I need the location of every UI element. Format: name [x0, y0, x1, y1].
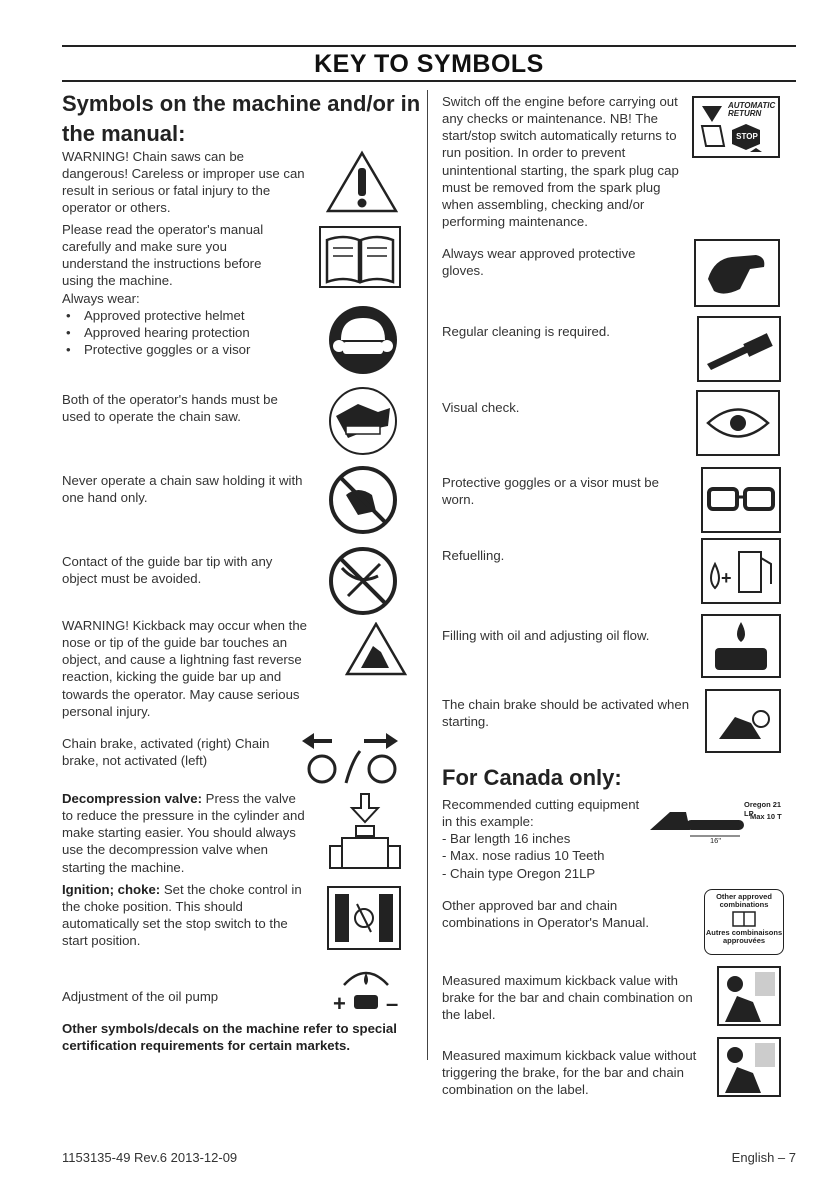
read-manual-paragraph: Please read the operator's manual carefully and make sure you understand the instructions before using the machine.: [62, 222, 264, 289]
other-symbols-note: Other symbols/decals on the machine refer to special certification requirements for certain markets.: [62, 1021, 397, 1054]
oregon-label: Oregon 21 LP: [744, 800, 782, 818]
auto-return-label: AUTOMATIC RETURN: [728, 101, 776, 118]
one-hand-prohibited-icon: [328, 465, 398, 535]
always-wear-label: Always wear:: [62, 291, 140, 306]
other-approved-paragraph: Other approved bar and chain combinations in Operator's Manual.: [442, 898, 650, 931]
always-wear-block: [62, 290, 312, 359]
oil-pump-adjust-icon: [330, 965, 402, 1015]
kickback-without-brake-icon: [717, 1037, 781, 1097]
oil-fill-paragraph: Filling with oil and adjusting oil flow.: [442, 628, 650, 643]
svg-text:+: +: [721, 568, 732, 588]
cleaning-paragraph: Regular cleaning is required.: [442, 324, 610, 339]
warning-paragraph: WARNING! Chain saws can be dangerous! Careless or improper use can result in serious or fatal injury to the operator or others.: [62, 149, 305, 216]
max-teeth-label: Max 10 T: [750, 812, 782, 821]
goggles-paragraph: Protective goggles or a visor must be worn.: [442, 475, 659, 508]
recommended-item: - Bar length 16 inches: [442, 831, 571, 847]
recommended-item: - Max. nose radius 10 Teeth: [442, 848, 605, 864]
section-heading: Symbols on the machine and/or in the manual:: [62, 91, 421, 146]
top-rule: [62, 45, 796, 47]
ignition-choke-text: Set the choke control in the choke position. This should automatically set the stop switch to the start position.: [62, 882, 302, 949]
document-id: 1153135-49 Rev.6 2013-12-09: [62, 1150, 238, 1165]
recommended-text: Recommended cutting equipment in this example:: [442, 797, 640, 830]
both-hands-paragraph: Both of the operator's hands must be used to operate the chain saw.: [62, 392, 278, 425]
stop-label: STOP: [736, 132, 758, 141]
kickback-warning-icon: [345, 622, 407, 676]
manual-book-icon: [319, 226, 401, 288]
chain-brake-paragraph: Chain brake, activated (right) Chain brake, not activated (left): [62, 736, 270, 769]
one-hand-paragraph: Never operate a chain saw holding it with one hand only.: [62, 473, 303, 506]
kickback-warning-paragraph: WARNING! Kickback may occur when the nose or tip of the guide bar touches an object, and cause a lightning fast reverse reaction, kicking the guide bar up and towards the operator. May cause serious personal injury.: [62, 618, 308, 719]
page-number: English – 7: [731, 1150, 796, 1165]
visual-check-paragraph: Visual check.: [442, 400, 520, 415]
oil-fill-icon: [701, 614, 781, 678]
book-icon: [732, 911, 756, 927]
title-rule: [62, 80, 796, 82]
switch-off-text: Switch off the engine before carrying out any checks or maintenance. NB! The start/stop switch automatically returns to run position. In order to prevent unintentional starting, the spark plug cap must be removed from the spark plug when assembling, checking and/or performing maintenance.: [442, 94, 679, 230]
svg-text:–: –: [386, 991, 399, 1015]
bar-length-label: 16": [710, 836, 722, 845]
decompression-valve-icon: [328, 790, 402, 870]
list-item: • Protective goggles or a visor: [62, 341, 312, 358]
kickback-with-brake-paragraph: Measured maximum kickback value with brake for the bar and chain combination on the label.: [442, 973, 693, 1023]
canada-heading: For Canada only:: [442, 765, 622, 790]
guide-bar-contact-prohibited-icon: [328, 546, 398, 616]
switch-off-paragraph-top: [442, 93, 692, 230]
auto-return-stop-icon: [692, 96, 780, 158]
decompression-label: Decompression valve:: [62, 791, 202, 806]
refuelling-paragraph: Refuelling.: [442, 548, 505, 563]
always-wear-list: [62, 307, 312, 358]
kickback-with-brake-icon: [717, 966, 781, 1026]
brake-start-paragraph: The chain brake should be activated when starting.: [442, 697, 690, 730]
cleaning-brush-icon: [697, 316, 781, 382]
recommended-paragraph: [442, 796, 642, 882]
recommended-item: - Chain type Oregon 21LP: [442, 865, 596, 881]
badge-french: Autres combinaisons approuvées: [705, 927, 783, 945]
page-title: KEY TO SYMBOLS: [314, 50, 544, 78]
badge-english: Other approved combinations: [716, 892, 772, 909]
two-hands-icon: [328, 386, 398, 456]
guide-bar-paragraph: Contact of the guide bar tip with any object must be avoided.: [62, 554, 273, 587]
decompression-text: Press the valve to reduce the pressure in the cylinder and make starting easier. You should always use the decompression valve when starting the machine.: [62, 791, 305, 875]
list-item: • Approved protective helmet: [62, 307, 312, 324]
svg-text:+: +: [333, 991, 346, 1015]
chain-brake-icon: [298, 727, 404, 787]
goggles-icon: [701, 467, 781, 533]
chainsaw-bar-diagram: [646, 800, 792, 850]
approved-combinations-badge: [704, 889, 784, 955]
ignition-choke-label: Ignition; choke:: [62, 882, 161, 897]
helmet-protection-icon: [327, 304, 399, 376]
eye-icon: [696, 390, 780, 456]
decompression-paragraph: [62, 790, 310, 876]
refuelling-icon: [701, 538, 781, 604]
kickback-without-brake-paragraph: Measured maximum kickback value without triggering the brake, for the bar and chain combination on the label.: [442, 1048, 697, 1098]
ignition-choke-icon: [327, 886, 401, 950]
gloves-icon: [694, 239, 780, 307]
oil-pump-paragraph: Adjustment of the oil pump: [62, 989, 219, 1004]
warning-triangle-icon: [326, 150, 398, 214]
brake-start-icon: [705, 689, 781, 753]
column-divider: [427, 90, 428, 1060]
ignition-choke-paragraph: [62, 881, 310, 950]
gloves-paragraph: Always wear approved protective gloves.: [442, 246, 636, 279]
list-item: • Approved hearing protection: [62, 324, 312, 341]
